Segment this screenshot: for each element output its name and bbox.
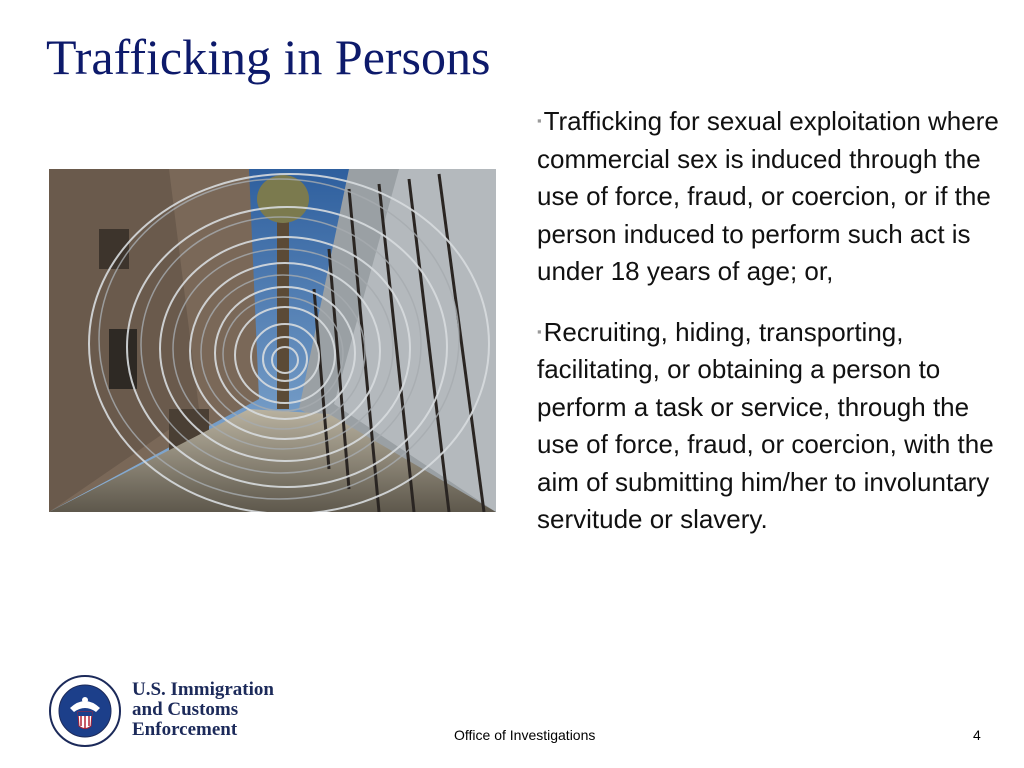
- bullet-text: Trafficking for sexual exploitation where commercial sex is induced through the use of force, fraud, or coercion, or if the person induced to perform such act is under 18 years of age; or,: [537, 106, 999, 286]
- slide-title: Trafficking in Persons: [46, 29, 491, 85]
- dhs-seal-icon: [48, 674, 122, 748]
- bullet-marker: ▪: [537, 323, 542, 339]
- bullet-text: Recruiting, hiding, transporting, facilitating, or obtaining a person to perform a task or service, through the use of force, fraud, or coercion, with the aim of submitting him/her to involuntary servitude or slavery.: [537, 316, 994, 534]
- bullet-sexual-exploitation: [537, 102, 1012, 291]
- bullet-list: [537, 102, 1012, 561]
- bullet-marker: ▪: [537, 113, 542, 128]
- ice-logo: [48, 674, 308, 750]
- agency-line: and Customs: [132, 699, 239, 720]
- agency-line: U.S. Immigration: [132, 679, 274, 700]
- bullet-recruiting: [537, 313, 1012, 539]
- page-number: 4: [973, 727, 981, 743]
- footer-office: Office of Investigations: [454, 727, 596, 743]
- agency-line: Enforcement: [132, 719, 238, 740]
- razor-wire-photo: [49, 169, 496, 512]
- agency-name: [132, 680, 274, 740]
